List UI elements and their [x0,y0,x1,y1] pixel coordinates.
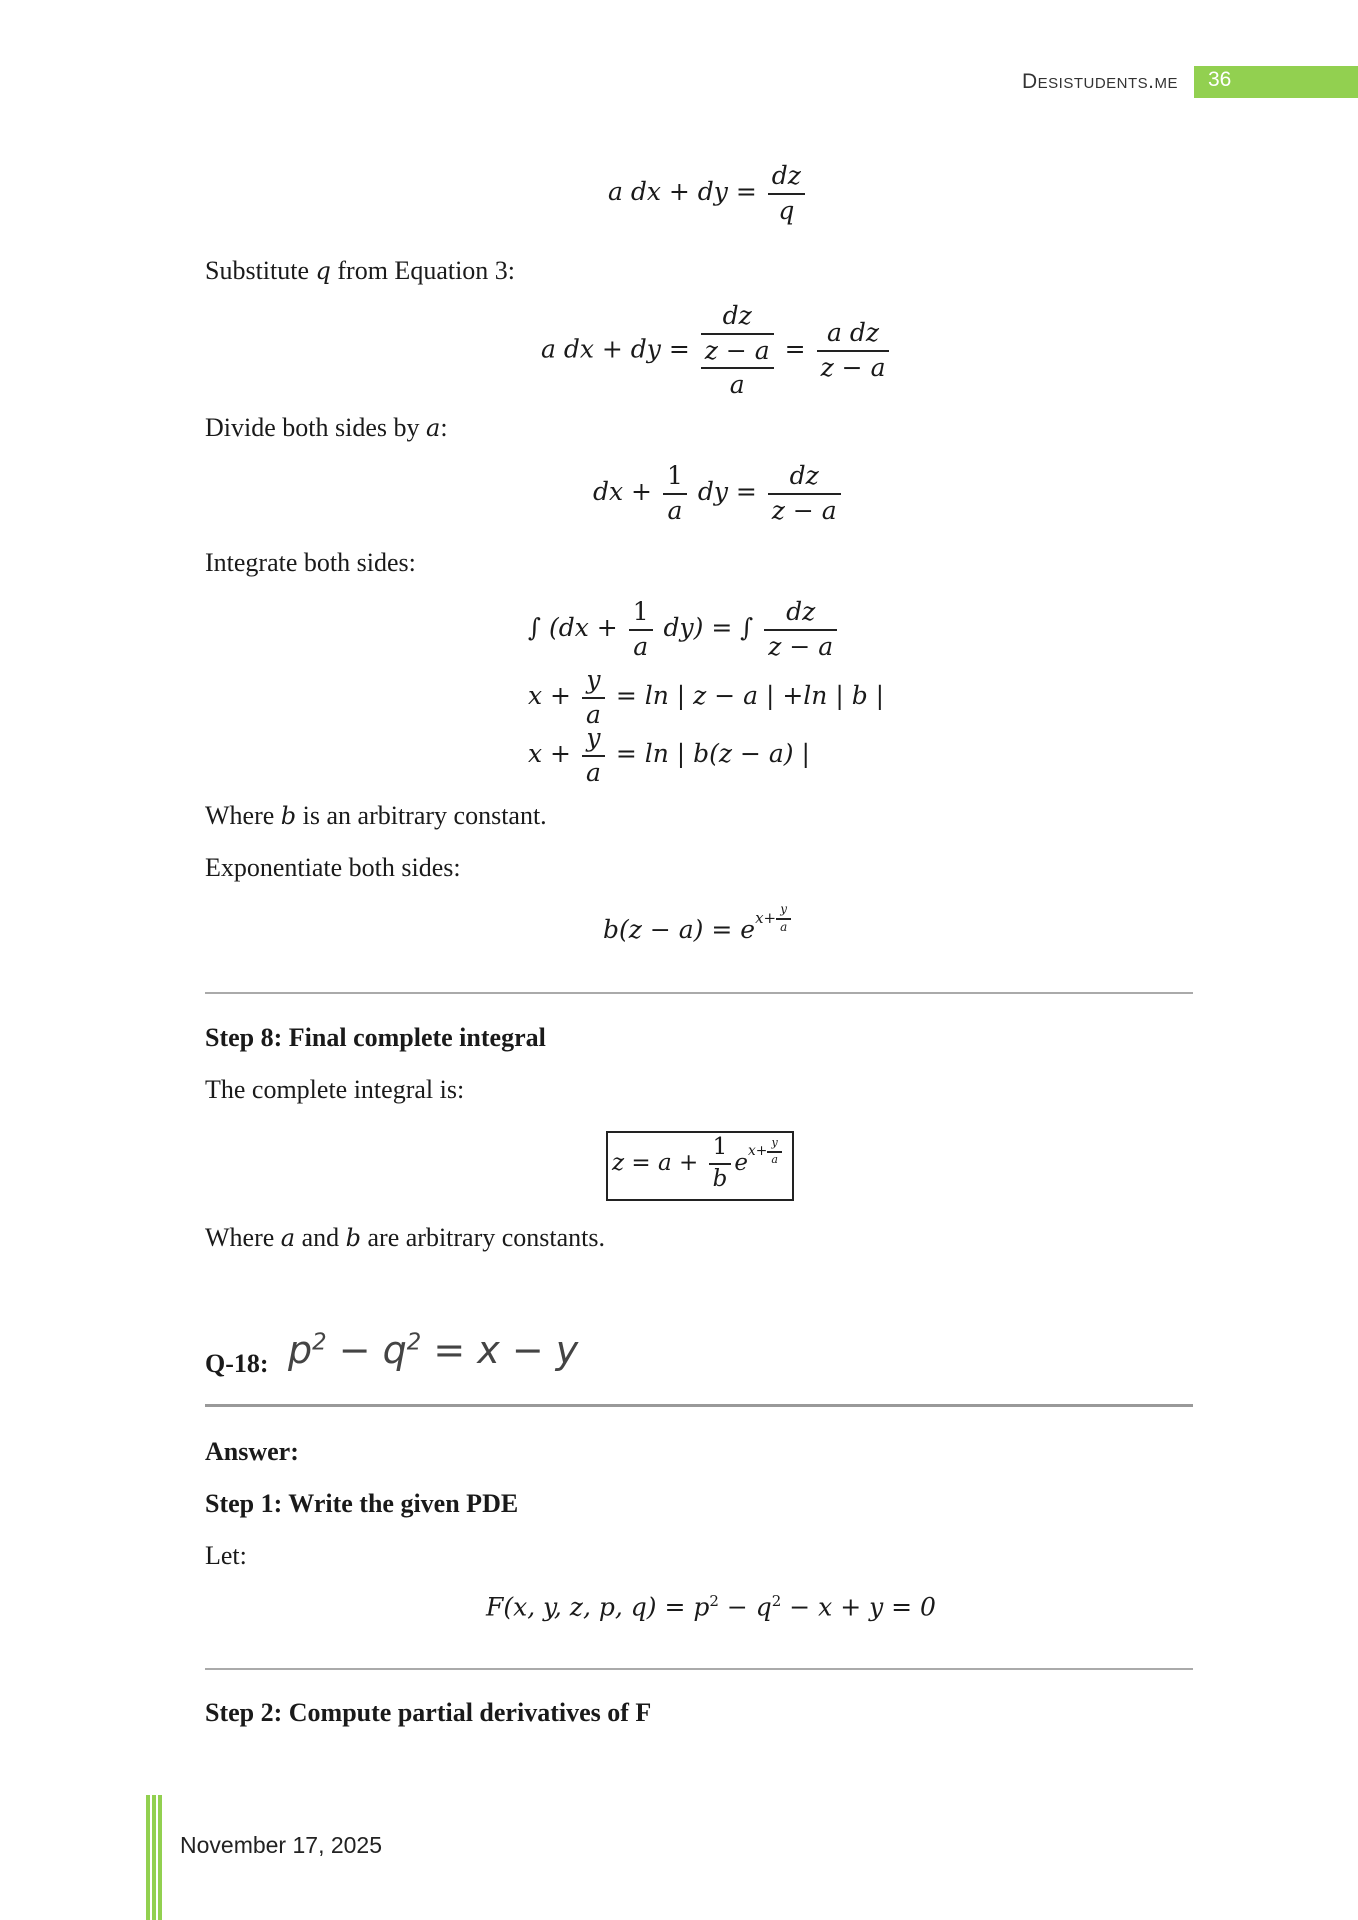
equation-4b: x + $\frac{y}{a}$ = ln | z − a | +ln | b | [528,665,885,729]
equation-5: $b(z - a) = e^{x+ \frac{y}{a}}$ [603,908,791,944]
footer-bar-2 [152,1795,156,1920]
step2-heading: Step 2: Compute partial derivatives of F [205,1698,652,1727]
question-divider [205,1404,1193,1407]
where-b-text: Where b is an arbitrary constant. [205,801,547,830]
answer-label: Answer: [205,1437,299,1466]
let-text: Let: [205,1541,247,1570]
where-ab-text: Where a and b are arbitrary constants. [205,1223,606,1252]
equation-4a: ∫ (dx + $\frac{1}{a}$ dy) = ∫ $\frac{dz}{z - a}$ [528,596,840,663]
page-number: 36 [1208,68,1232,91]
question-label: Q-18: [205,1349,269,1378]
footer-bar-3 [158,1795,162,1920]
equation-7: F(x, y, z, p, $q) = p^2 - q^2 - x + y = 0$ [486,1592,936,1622]
equation-2: a dx + dy = $\frac{dz}{\frac{z - a}{a}}$ = $\frac{\text{a dz}}{z - a}$ [541,300,892,402]
step8-heading: Step 8: Final complete integral [205,1023,546,1052]
equation-6: z = a + $\frac{1}{b}$ $e^{x+ \frac{y}{a}}$ [612,1133,782,1195]
exponentiate-text: Exponentiate both sides: [205,853,461,882]
divide-text: Divide both sides by a: [205,413,448,442]
header-site-name: Desistudents.me [1021,70,1178,93]
question-equation: $p^2 - q^2 = x - y$ [288,1328,579,1372]
footer-date: November 17, 2025 [180,1832,383,1858]
substitute-text: Substitute q from Equation 3: [205,256,516,285]
equation-1: a dx + dy = $\frac{dz}{q}$ [608,160,808,227]
equation-3: dx + $\frac{1}{a}$ dy = $\frac{dz}{z - a}$ [593,460,844,527]
complete-integral-text: The complete integral is: [205,1075,465,1104]
step1-heading: Step 1: Write the given PDE [205,1489,519,1518]
footer-bar-1 [146,1795,150,1920]
integrate-text: Integrate both sides: [205,548,416,577]
divider [205,992,1193,994]
divider-2 [205,1668,1193,1670]
equation-4c: x + $\frac{y}{a}$ = ln | b(z − a) | [528,723,810,787]
